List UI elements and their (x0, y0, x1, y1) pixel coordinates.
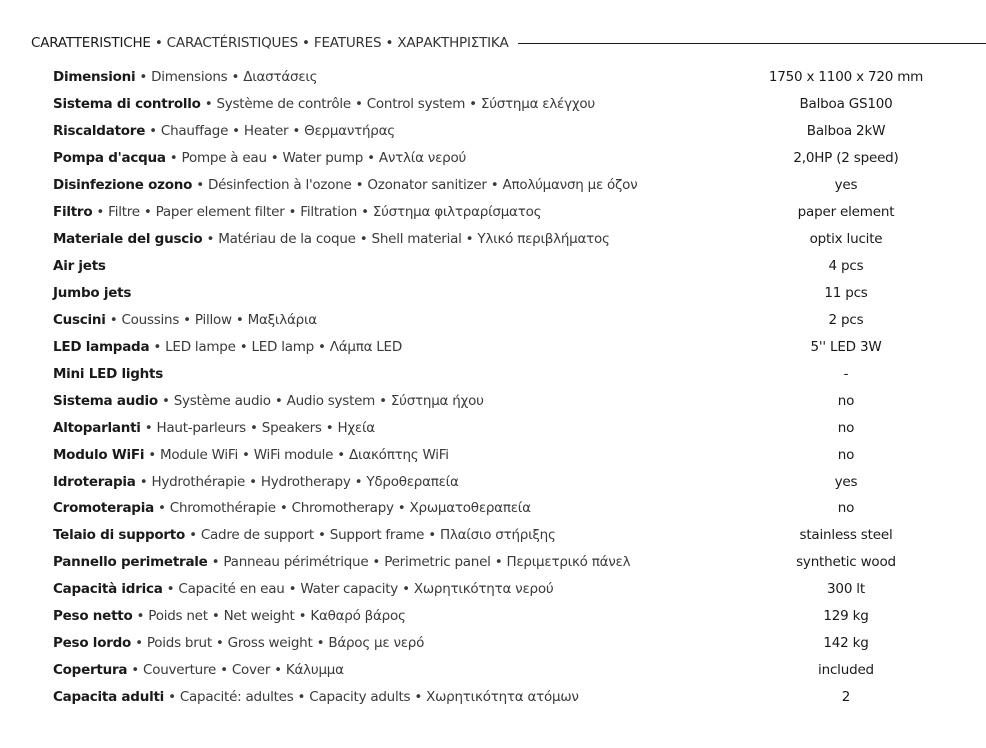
spec-label (53, 204, 541, 220)
spec-name: Air jets (53, 258, 106, 275)
spec-value: no (837, 446, 855, 463)
section-title (31, 35, 509, 51)
spec-label (53, 393, 484, 409)
spec-translations: • Module WiFi • WiFi module • Διακόπτης WiFi (144, 446, 449, 463)
spec-label (53, 581, 553, 597)
spec-translations: • Poids net • Net weight • Καθαρό βάρος (132, 608, 406, 625)
spec-row (53, 468, 953, 495)
spec-name: Disinfezione ozono (53, 177, 193, 194)
spec-label (53, 635, 424, 651)
spec-row (53, 91, 953, 118)
spec-value: stainless steel (799, 527, 893, 544)
spec-value: no (837, 392, 855, 409)
spec-name: Sistema audio (53, 392, 158, 409)
spec-label (53, 177, 637, 193)
spec-value: 142 kg (823, 635, 869, 652)
spec-row (53, 280, 953, 307)
spec-translations: • Coussins • Pillow • Μαξιλάρια (105, 311, 317, 328)
spec-label (53, 96, 595, 112)
spec-name: Riscaldatore (53, 123, 146, 140)
spec-label (53, 474, 459, 490)
section-title-translations: • CARACTÉRISTIQUES • FEATURES • ΧΑΡΑΚΤΗΡΙΣΤΙΚΑ (150, 35, 509, 51)
spec-row (53, 306, 953, 333)
spec-name: Altoparlanti (53, 419, 141, 436)
spec-label (53, 554, 630, 570)
spec-value: 4 pcs (828, 258, 864, 275)
spec-value: 2,0HP (2 speed) (793, 150, 899, 167)
spec-row (53, 684, 953, 711)
spec-translations: • Capacité: adultes • Capacity adults • Χωρητικότητα ατόμων (164, 689, 579, 706)
spec-name: Cromoterapia (53, 500, 154, 517)
spec-translations: • Panneau périmétrique • Perimetric panel • Περιμετρικό πάνελ (207, 554, 631, 571)
spec-row (53, 495, 953, 522)
spec-translations: • Filtre • Paper element filter • Filtration • Σύστημα φιλτραρίσματος (92, 204, 542, 221)
spec-value: - (843, 365, 849, 382)
spec-translations: • Matériau de la coque • Shell material • Υλικό περιβλήματος (202, 231, 610, 248)
spec-name: Telaio di supporto (53, 527, 186, 544)
spec-label (53, 150, 466, 166)
spec-name: Capacita adulti (53, 689, 165, 706)
spec-row (53, 226, 953, 253)
spec-name: Sistema di controllo (53, 96, 201, 113)
spec-row (53, 64, 953, 91)
spec-label (53, 366, 163, 382)
spec-label (53, 527, 556, 543)
spec-translations: • Désinfection à l'ozone • Ozonator sanitizer • Απολύμανση με όζον (192, 177, 638, 194)
spec-row (53, 118, 953, 145)
spec-name: Mini LED lights (53, 365, 163, 382)
spec-row (53, 333, 953, 360)
spec-translations: • Système de contrôle • Control system • Σύστημα ελέγχου (200, 96, 595, 113)
spec-label (53, 339, 402, 355)
spec-translations: • Pompe à eau • Water pump • Αντλία νερού (165, 150, 467, 167)
spec-label (53, 258, 106, 274)
spec-value: 1750 x 1100 x 720 mm (768, 69, 924, 86)
spec-translations: • Haut-parleurs • Speakers • Ηχεία (140, 419, 375, 436)
spec-value: no (837, 419, 855, 436)
spec-name: Copertura (53, 662, 128, 679)
spec-translations: • Chromothérapie • Chromotherapy • Χρωματοθεραπεία (153, 500, 531, 517)
spec-name: Capacità idrica (53, 581, 163, 598)
spec-value: synthetic wood (796, 554, 896, 571)
spec-value: 129 kg (823, 608, 869, 625)
spec-label (53, 447, 449, 463)
spec-table (53, 64, 953, 711)
spec-label (53, 500, 531, 516)
spec-value: Balboa GS100 (799, 96, 893, 113)
spec-label (53, 231, 610, 247)
spec-row (53, 253, 953, 280)
spec-name: Cuscini (53, 311, 106, 328)
spec-value: 11 pcs (824, 284, 868, 301)
spec-row (53, 549, 953, 576)
spec-value: Balboa 2kW (806, 123, 886, 140)
spec-translations: • Dimensions • Διαστάσεις (135, 69, 318, 86)
spec-row (53, 145, 953, 172)
spec-translations: • Capacité en eau • Water capacity • Χωρητικότητα νερού (162, 581, 554, 598)
spec-name: Pannello perimetrale (53, 554, 208, 571)
spec-name: Modulo WiFi (53, 446, 145, 463)
spec-label (53, 123, 395, 139)
spec-label (53, 285, 131, 301)
spec-value: included (818, 662, 874, 679)
spec-row (53, 199, 953, 226)
spec-translations: • Poids brut • Gross weight • Βάρος με νερό (131, 635, 425, 652)
spec-name: Jumbo jets (53, 284, 132, 301)
spec-translations: • Système audio • Audio system • Σύστημα ήχου (157, 392, 484, 409)
spec-value: yes (834, 473, 858, 490)
spec-value: 2 (841, 689, 851, 706)
spec-label (53, 312, 317, 328)
spec-label (53, 689, 579, 705)
spec-value: 2 pcs (828, 311, 864, 328)
spec-name: Filtro (53, 204, 93, 221)
spec-label (53, 420, 375, 436)
spec-translations: • LED lampe • LED lamp • Λάμπα LED (149, 338, 402, 355)
spec-name: LED lampada (53, 338, 150, 355)
section-header (31, 32, 986, 54)
spec-row (53, 630, 953, 657)
spec-value: 300 lt (827, 581, 865, 598)
spec-row (53, 576, 953, 603)
spec-name: Idroterapia (53, 473, 136, 490)
spec-name: Dimensioni (53, 69, 136, 86)
spec-value: yes (834, 177, 858, 194)
spec-row (53, 414, 953, 441)
spec-translations: • Hydrothérapie • Hydrotherapy • Υδροθεραπεία (135, 473, 459, 490)
spec-value: paper element (797, 204, 895, 221)
spec-name: Pompa d'acqua (53, 150, 166, 167)
spec-translations: • Chauffage • Heater • Θερμαντήρας (145, 123, 395, 140)
spec-value: 5'' LED 3W (810, 338, 882, 355)
section-title-primary: CARATTERISTICHE (31, 35, 151, 51)
spec-row (53, 657, 953, 684)
spec-row (53, 441, 953, 468)
spec-translations: • Cadre de support • Support frame • Πλαίσιο στήριξης (185, 527, 556, 544)
spec-name: Peso lordo (53, 635, 132, 652)
spec-label (53, 662, 344, 678)
spec-row (53, 360, 953, 387)
spec-value: no (837, 500, 855, 517)
spec-label (53, 608, 406, 624)
spec-translations: • Couverture • Cover • Κάλυμμα (127, 662, 344, 679)
header-divider (518, 43, 986, 44)
spec-name: Materiale del guscio (53, 231, 203, 248)
spec-row (53, 603, 953, 630)
spec-value: optix lucite (809, 231, 883, 248)
spec-row (53, 387, 953, 414)
spec-row (53, 172, 953, 199)
spec-label (53, 69, 317, 85)
spec-row (53, 522, 953, 549)
spec-name: Peso netto (53, 608, 133, 625)
